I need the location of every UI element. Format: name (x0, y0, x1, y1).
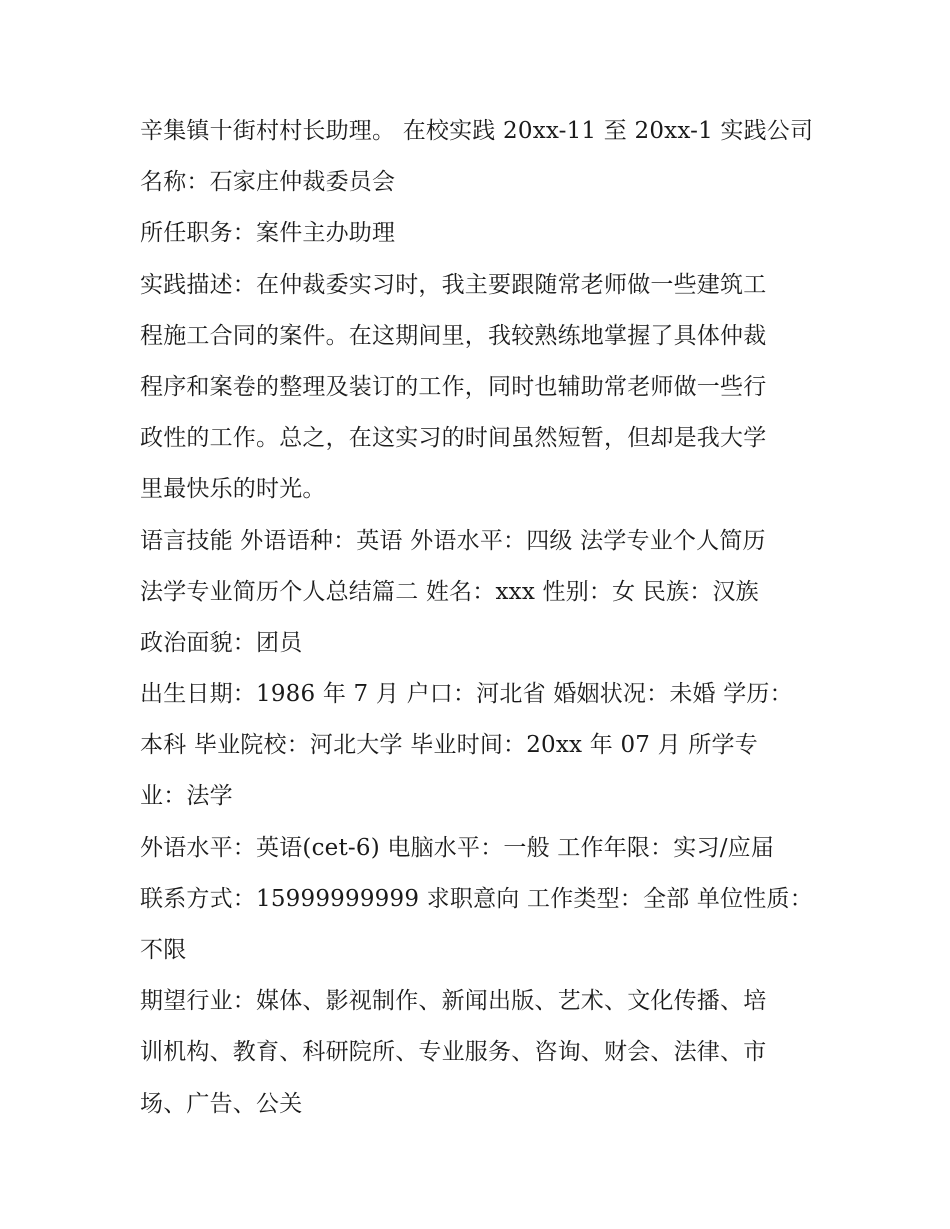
text-line: 本科 毕业院校：河北大学 毕业时间：20xx 年 07 月 所学专 (140, 732, 758, 759)
text-line: 不限 (140, 937, 187, 963)
text-line: 实践描述：在仲裁委实习时，我主要跟随常老师做一些建筑工 (140, 271, 767, 298)
text-line: 语言技能 外语语种：英语 外语水平：四级 法学专业个人简历 (140, 527, 766, 554)
text-line: 程施工合同的案件。在这期间里，我较熟练地掌握了具体仲裁 (140, 322, 767, 349)
text-line: 场、广告、公关 (140, 1090, 303, 1117)
text-line: 联系方式：15999999999 求职意向 工作类型：全部 单位性质： (140, 885, 813, 912)
text-line: 政治面貌：团员 (140, 629, 303, 656)
text-line: 外语水平：英语(cet-6) 电脑水平：一般 工作年限：实习/应届 (140, 834, 775, 861)
text-line: 辛集镇十街村村长助理。 在校实践 20xx-11 至 20xx-1 实践公司 (140, 118, 814, 144)
text-line: 所任职务：案件主办助理 (140, 220, 396, 247)
document-body (140, 106, 820, 1130)
text-line: 名称：石家庄仲裁委员会 (140, 169, 396, 196)
text-line: 里最快乐的时光。 (140, 476, 326, 503)
text-line: 业：法学 (140, 783, 233, 810)
text-line: 法学专业简历个人总结篇二 姓名：xxx 性别：女 民族：汉族 (140, 578, 759, 605)
text-line: 期望行业：媒体、影视制作、新闻出版、艺术、文化传播、培 (140, 988, 767, 1015)
text-line: 出生日期：1986 年 7 月 户口：河北省 婚姻状况：未婚 学历： (140, 681, 793, 708)
text-line: 程序和案卷的整理及装订的工作，同时也辅助常老师做一些行 (140, 373, 767, 400)
text-line: 政性的工作。总之，在这实习的时间虽然短暂，但却是我大学 (140, 425, 767, 452)
text-line: 训机构、教育、科研院所、专业服务、咨询、财会、法律、市 (140, 1039, 767, 1066)
